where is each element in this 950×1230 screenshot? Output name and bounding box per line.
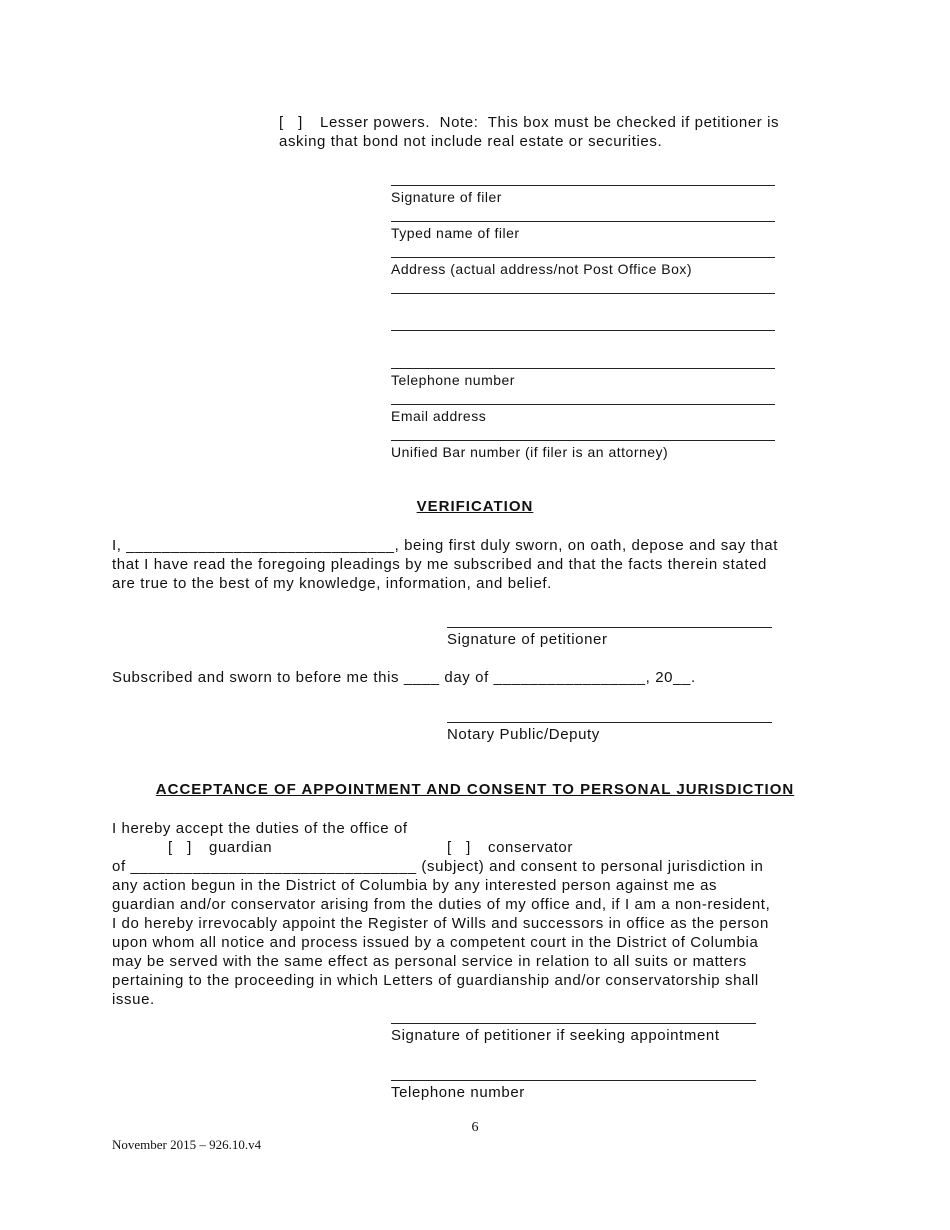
verification-line: are true to the best of my knowledge, information, and belief. — [112, 575, 552, 592]
acceptance-line: I do hereby irrevocably appoint the Register of Wills and successors in office as the person — [112, 915, 769, 932]
acceptance-line: guardian and/or conservator arising from the duties of my office and, if I am a non-resident, — [112, 896, 771, 913]
petitioner-signature-label: Signature of petitioner — [447, 631, 608, 648]
guardian-checkbox[interactable]: [ ] — [168, 839, 192, 856]
acceptance-line: upon whom all notice and process issued by a competent court in the District of Columbia — [112, 934, 759, 951]
revision-footer: November 2015 – 926.10.v4 — [112, 1137, 262, 1152]
filer-email-line[interactable] — [391, 404, 775, 405]
acceptance-line: of ________________________________ (subject) and consent to personal jurisdiction in — [112, 858, 764, 875]
appointment-signature-line[interactable] — [391, 1023, 756, 1024]
acceptance-line: issue. — [112, 991, 155, 1008]
filer-signature-label: Signature of filer — [391, 189, 502, 205]
petitioner-signature-line[interactable] — [447, 627, 772, 628]
filer-address-label: Address (actual address/not Post Office Box) — [391, 261, 693, 277]
conservator-label: conservator — [488, 839, 573, 856]
filer-typed-name-line[interactable] — [391, 221, 775, 222]
filer-bar-line[interactable] — [391, 440, 775, 441]
guardian-label: guardian — [209, 839, 273, 856]
acceptance-intro: I hereby accept the duties of the office of — [112, 820, 408, 837]
filer-telephone-label: Telephone number — [391, 372, 515, 388]
page-number: 6 — [471, 1120, 479, 1135]
subscribed-sworn-line: Subscribed and sworn to before me this ____ day of _________________, 20__. — [112, 669, 696, 686]
acceptance-paragraph — [112, 857, 770, 1009]
verification-line: that I have read the foregoing pleadings by me subscribed and that the facts therein stated — [112, 556, 767, 573]
notary-signature-line[interactable] — [447, 722, 772, 723]
filer-signature-line[interactable] — [391, 185, 775, 186]
lesser-powers-line1: Lesser powers. Note: This box must be checked if petitioner is — [320, 114, 780, 131]
verification-line: I, ______________________________, being first duly sworn, on oath, depose and say that — [112, 537, 779, 554]
lesser-powers-line2: asking that bond not include real estate or securities. — [279, 133, 663, 150]
verification-heading: VERIFICATION — [416, 498, 534, 515]
lesser-powers-checkbox[interactable]: [ ] — [279, 114, 303, 131]
acceptance-line: may be served with the same effect as personal service in relation to all suits or matters — [112, 953, 747, 970]
filer-bar-label: Unified Bar number (if filer is an attorney) — [391, 444, 669, 460]
filer-email-label: Email address — [391, 408, 487, 424]
filer-typed-name-label: Typed name of filer — [391, 225, 520, 241]
acceptance-heading: ACCEPTANCE OF APPOINTMENT AND CONSENT TO PERSONAL JURISDICTION — [155, 781, 795, 798]
appointment-telephone-label: Telephone number — [391, 1084, 525, 1101]
appointment-signature-label: Signature of petitioner if seeking appointment — [391, 1027, 720, 1044]
verification-paragraph — [112, 536, 778, 593]
filer-telephone-line[interactable] — [391, 368, 775, 369]
acceptance-line: pertaining to the proceeding in which Letters of guardianship and/or conservatorship shall — [112, 972, 759, 989]
filer-address-line-2[interactable] — [391, 293, 775, 294]
acceptance-line: any action begun in the District of Columbia by any interested person against me as — [112, 877, 718, 894]
notary-label: Notary Public/Deputy — [447, 726, 600, 743]
filer-address-line[interactable] — [391, 257, 775, 258]
appointment-telephone-line[interactable] — [391, 1080, 756, 1081]
conservator-checkbox[interactable]: [ ] — [447, 839, 471, 856]
filer-address-line-3[interactable] — [391, 330, 775, 331]
